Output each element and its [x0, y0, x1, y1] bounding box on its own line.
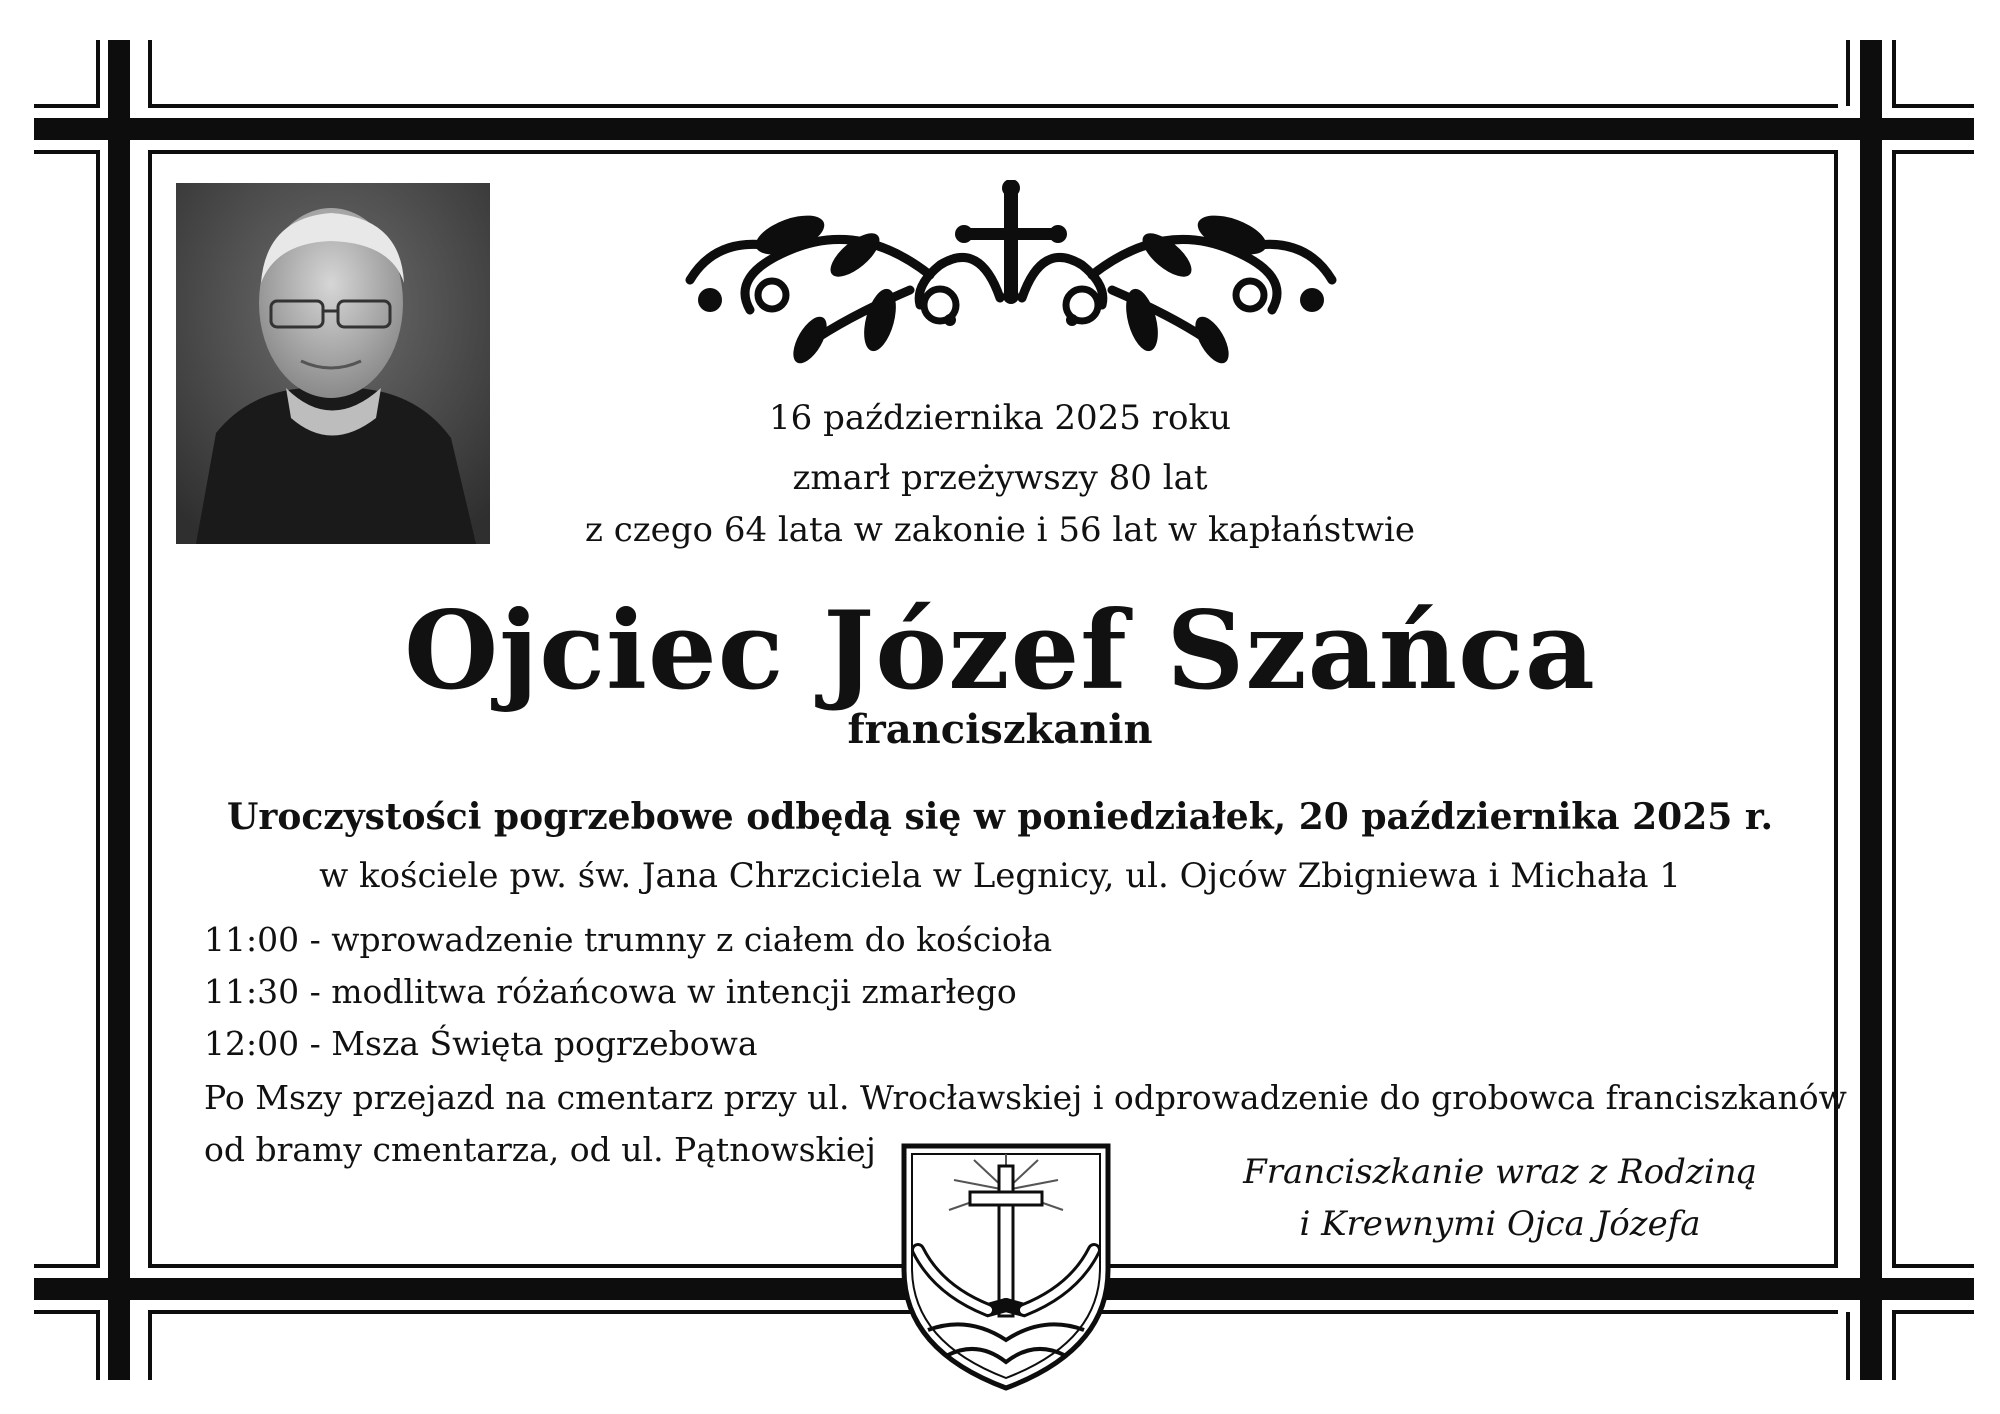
frame-line — [1892, 40, 1896, 106]
frame-line — [148, 104, 1838, 108]
frame-line — [34, 1264, 100, 1268]
frame-bar-top — [34, 118, 1974, 140]
age-line: zmarł przeżywszy 80 lat — [792, 458, 1208, 498]
frame-line — [1892, 1312, 1896, 1380]
death-date-line: 16 października 2025 roku — [769, 398, 1231, 438]
frame-line — [148, 40, 152, 106]
cross-flourish-icon — [680, 180, 1340, 380]
schedule-item: Po Mszy przejazd na cmentarz przy ul. Wrocławskiej i odprowadzenie do grobowca franciszkanów — [204, 1078, 1847, 1117]
frame-line — [1892, 1310, 1974, 1314]
frame-line — [148, 150, 1838, 154]
signature-line: Franciszkanie wraz z Rodziną — [1243, 1152, 1757, 1192]
frame-line — [1846, 40, 1850, 106]
frame-line — [96, 1312, 100, 1380]
schedule-item: od bramy cmentarza, od ul. Pątnowskiej — [204, 1130, 876, 1169]
schedule-item: 12:00 - Msza Święta pogrzebowa — [204, 1024, 758, 1063]
frame-line — [34, 150, 100, 154]
franciscan-coat-of-arms-icon — [898, 1140, 1114, 1392]
signature-line: i Krewnymi Ojca Józefa — [1299, 1204, 1701, 1244]
frame-line — [1892, 104, 1974, 108]
frame-line — [1892, 150, 1974, 154]
service-years-line: z czego 64 lata w zakonie i 56 lat w kapłaństwie — [585, 510, 1415, 550]
schedule-item: 11:00 - wprowadzenie trumny z ciałem do kościoła — [204, 920, 1053, 959]
funeral-heading: Uroczystości pogrzebowe odbędą się w poniedziałek, 20 października 2025 r. — [226, 796, 1774, 838]
frame-line — [1846, 1312, 1850, 1380]
frame-line — [1892, 1264, 1974, 1268]
deceased-role: franciszkanin — [847, 706, 1153, 753]
schedule-item: 11:30 - modlitwa różańcowa w intencji zmarłego — [204, 972, 1017, 1011]
deceased-name: Ojciec Józef Szańca — [404, 588, 1596, 714]
frame-line — [96, 40, 100, 106]
frame-line — [34, 1310, 100, 1314]
funeral-place: w kościele pw. św. Jana Chrzciciela w Legnicy, ul. Ojców Zbigniewa i Michała 1 — [319, 856, 1681, 896]
frame-line — [148, 1312, 152, 1380]
frame-line — [34, 104, 100, 108]
